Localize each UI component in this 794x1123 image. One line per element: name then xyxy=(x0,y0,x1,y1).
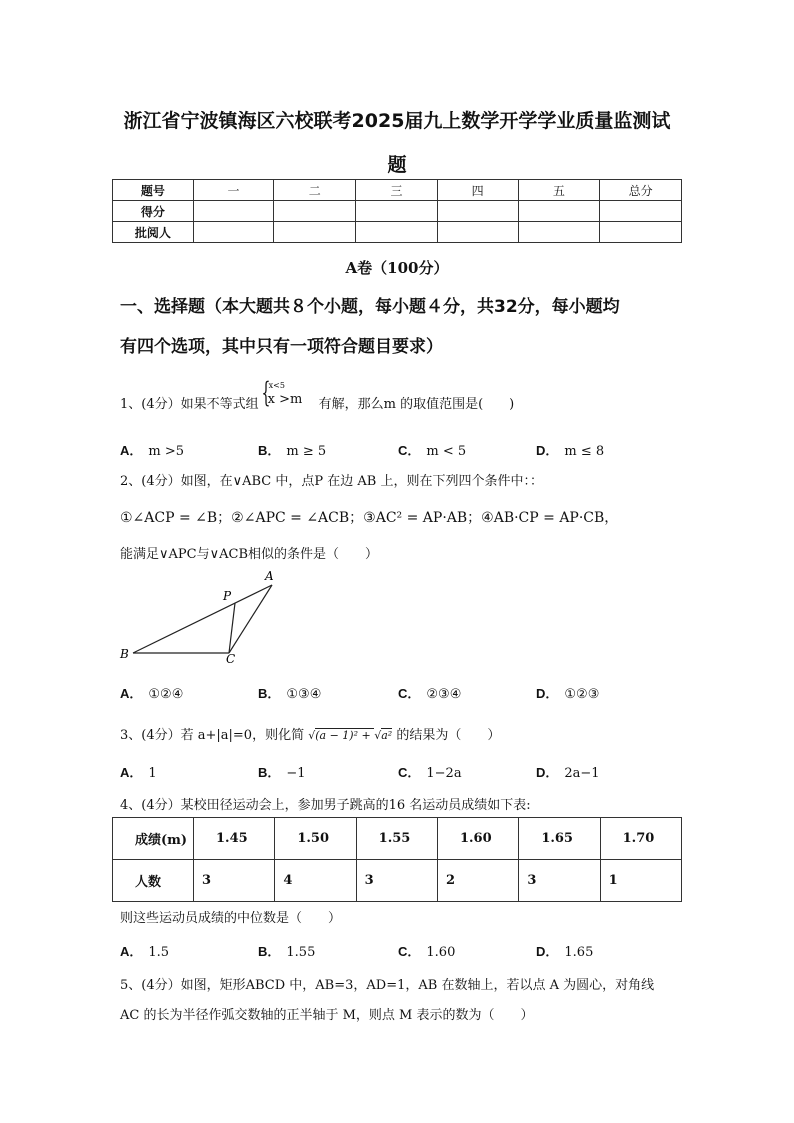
q2-ask: 能满足∨APC与∨ACB相似的条件是（ ） xyxy=(120,547,379,562)
option-label: B． xyxy=(258,944,281,959)
score-header-cell: 三 xyxy=(356,180,438,201)
exam-title-line1: 浙江省宁波镇海区六校联考2025届九上数学开学学业质量监测试 xyxy=(123,110,671,132)
q4-cell: 人数 xyxy=(113,860,194,902)
score-table xyxy=(112,179,682,243)
option-text: 1.55 xyxy=(286,945,316,960)
option-label: B． xyxy=(258,765,281,780)
option-label: D． xyxy=(536,944,559,959)
score-header-cell: 二 xyxy=(274,180,356,201)
q1-option-d[interactable] xyxy=(536,440,604,459)
q3-prefix: 3、(4分）若 a+|a|=0，则化简 xyxy=(120,728,305,743)
option-text: ①③④ xyxy=(286,687,322,702)
q1-ineq-top: x<5 xyxy=(268,381,285,390)
option-label: B． xyxy=(258,443,281,458)
q1-brace-glyph: { xyxy=(261,376,270,409)
option-label: C． xyxy=(398,443,421,458)
option-text: −1 xyxy=(286,766,306,781)
sqrt-sign-icon: √ xyxy=(374,729,382,742)
q1-suffix: 有解，那么m 的取值范围是( ) xyxy=(318,397,515,412)
q4-cell: 3 xyxy=(519,860,600,902)
section1-heading-line1: 一、选择题（本大题共８个小题，每小题４分，共32分，每小题均 xyxy=(120,297,620,317)
label-a: A xyxy=(265,569,274,583)
q4-cell: 1.65 xyxy=(519,818,600,860)
q2-option-b[interactable] xyxy=(258,683,321,702)
option-label: C． xyxy=(398,944,421,959)
q4-cell: 1.55 xyxy=(356,818,437,860)
q4-cell: 1.70 xyxy=(600,818,681,860)
score-header-cell: 四 xyxy=(437,180,518,201)
q4-table-row xyxy=(113,860,682,902)
q4-option-c[interactable] xyxy=(398,941,455,960)
score-cell[interactable] xyxy=(600,222,682,243)
option-text: 1.60 xyxy=(426,945,456,960)
question-2-stem: 2、(4分）如图，在∨ABC 中，点P 在边 AB 上，则在下列四个条件中：： xyxy=(120,474,543,489)
score-cell[interactable] xyxy=(274,201,356,222)
q4-option-a[interactable] xyxy=(120,941,169,960)
q4-cell: 4 xyxy=(275,860,356,902)
q4-option-b[interactable] xyxy=(258,941,315,960)
option-label: D． xyxy=(536,443,559,458)
label-b: B xyxy=(120,647,129,661)
option-text: m < 5 xyxy=(426,444,467,459)
option-text: ①②③ xyxy=(564,687,600,702)
q4-option-d[interactable] xyxy=(536,941,593,960)
question-5-stem-line2: AC 的长为半径作弧交数轴的正半轴于 M，则点 M 表示的数为（ ） xyxy=(120,1008,534,1023)
q4-data-table xyxy=(112,817,682,902)
exam-title-line2: 题 xyxy=(387,154,407,176)
question-3-stem xyxy=(120,724,500,743)
score-row-label: 批阅人 xyxy=(113,222,194,243)
paper-a-heading: A卷（100分） xyxy=(345,259,449,277)
score-cell[interactable] xyxy=(356,222,438,243)
q1-option-c[interactable] xyxy=(398,440,466,459)
section1-heading-line2: 有四个选项，其中只有一项符合题目要求） xyxy=(120,337,443,357)
q3-sqrt-2 xyxy=(374,728,392,742)
option-label: C． xyxy=(398,686,421,701)
score-header-cell: 总分 xyxy=(600,180,682,201)
q4-cell: 1.45 xyxy=(194,818,275,860)
score-table-row xyxy=(113,222,682,243)
score-cell[interactable] xyxy=(518,201,600,222)
question-1-stem xyxy=(120,376,515,412)
q2-option-c[interactable] xyxy=(398,683,461,702)
label-c: C xyxy=(226,652,236,666)
q3-suffix: 的结果为（ ） xyxy=(396,728,501,743)
q1-ineq-mid: x >m xyxy=(267,392,303,407)
label-p: P xyxy=(223,589,232,603)
score-table-header-row xyxy=(113,180,682,201)
section1-heading xyxy=(120,287,690,367)
q4-cell: 1.60 xyxy=(437,818,518,860)
option-text: ①②④ xyxy=(148,687,184,702)
option-text: 1.65 xyxy=(564,945,594,960)
q1-option-b[interactable] xyxy=(258,440,326,459)
score-cell[interactable] xyxy=(437,201,518,222)
q3-sqrt-1 xyxy=(308,728,374,742)
q4-cell: 2 xyxy=(437,860,518,902)
question-5-stem-line1: 5、(4分）如图，矩形ABCD 中，AB=3，AD=1，AB 在数轴上，若以点 A 为圆心，对角线 xyxy=(120,978,655,993)
score-cell[interactable] xyxy=(356,201,438,222)
question-4-stem: 4、(4分）某校田径运动会上，参加男子跳高的16 名运动员成绩如下表: xyxy=(120,798,531,813)
score-header-cell: 五 xyxy=(518,180,600,201)
option-text: m >5 xyxy=(148,444,185,459)
score-cell[interactable] xyxy=(274,222,356,243)
q4-table-row xyxy=(113,818,682,860)
q4-cell: 3 xyxy=(356,860,437,902)
score-cell[interactable] xyxy=(437,222,518,243)
q2-option-d[interactable] xyxy=(536,683,599,702)
option-label: D． xyxy=(536,686,559,701)
score-row-label: 得分 xyxy=(113,201,194,222)
q1-option-a[interactable] xyxy=(120,440,184,459)
option-label: A． xyxy=(120,944,143,959)
q3-expr1: (a − 1)² + xyxy=(315,729,375,742)
q4-cell: 3 xyxy=(194,860,275,902)
q4-cell: 1 xyxy=(600,860,681,902)
score-header-cell: 题号 xyxy=(113,180,194,201)
q3-expr2: a² xyxy=(381,729,393,742)
q3-option-b[interactable] xyxy=(258,762,306,781)
option-label: A． xyxy=(120,443,143,458)
option-text: 2a−1 xyxy=(564,766,600,781)
score-cell[interactable] xyxy=(600,201,682,222)
score-cell[interactable] xyxy=(193,222,274,243)
option-text: ②③④ xyxy=(426,687,462,702)
option-text: m ≥ 5 xyxy=(286,444,327,459)
option-text: m ≤ 8 xyxy=(564,444,605,459)
q4-cell: 成绩(m) xyxy=(113,818,194,860)
q3-option-c[interactable] xyxy=(398,762,462,781)
q1-inequality-system xyxy=(259,376,319,409)
score-cell[interactable] xyxy=(518,222,600,243)
q2-option-a[interactable] xyxy=(120,683,183,702)
q2-conditions: ①∠ACP = ∠B；②∠APC = ∠ACB；③AC² = AP·AB；④AB·CP = AP·CB， xyxy=(120,510,619,526)
score-cell[interactable] xyxy=(193,201,274,222)
option-label: C． xyxy=(398,765,421,780)
q4-cell: 1.50 xyxy=(275,818,356,860)
q3-option-a[interactable] xyxy=(120,762,157,781)
q2-triangle-figure xyxy=(112,565,287,670)
option-label: D． xyxy=(536,765,559,780)
q1-prefix: 1、(4分）如果不等式组 xyxy=(120,397,259,412)
score-header-cell: 一 xyxy=(193,180,274,201)
option-text: 1−2a xyxy=(426,766,462,781)
option-text: 1 xyxy=(148,766,157,781)
option-text: 1.5 xyxy=(148,945,170,960)
score-table-row xyxy=(113,201,682,222)
sqrt-sign-icon: √ xyxy=(308,729,316,742)
option-label: A． xyxy=(120,686,143,701)
q3-option-d[interactable] xyxy=(536,762,600,781)
q4-ask: 则这些运动员成绩的中位数是（ ） xyxy=(120,911,342,926)
option-label: A． xyxy=(120,765,143,780)
option-label: B． xyxy=(258,686,281,701)
